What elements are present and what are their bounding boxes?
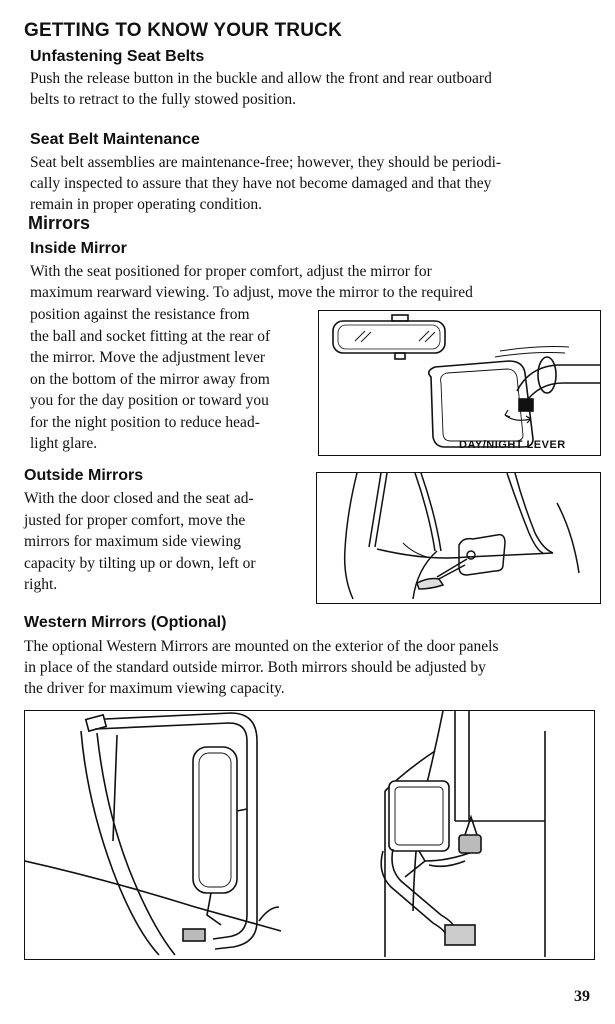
text-line: justed for proper comfort, move the	[24, 511, 246, 529]
text-line: for the night position to reduce head-	[30, 413, 260, 431]
text-line: With the door closed and the seat ad-	[24, 490, 254, 507]
text-line: position against the resistance from	[30, 306, 250, 323]
western-mirrors-figure	[24, 710, 595, 960]
section-title-unfastening: Unfastening Seat Belts	[30, 48, 205, 65]
western-mirror-illustration	[25, 711, 594, 959]
outside-mirror-illustration	[317, 473, 600, 603]
text-line: cally inspected to assure that they have not become damaged and that they	[30, 175, 492, 192]
text-line: belts to retract to the fully stowed position.	[30, 91, 297, 108]
inside-mirror-paragraph-full	[30, 261, 473, 303]
inside-mirror-figure	[318, 310, 601, 456]
text-line: With the seat positioned for proper comfort, adjust the mirror for	[30, 263, 432, 280]
text-line: Push the release button in the buckle and allow the front and rear outboard	[30, 70, 492, 87]
text-line: light glare.	[30, 435, 98, 452]
subsection-title-inside-mirror: Inside Mirror	[30, 240, 127, 257]
section-title-mirrors: Mirrors	[28, 213, 91, 233]
text-line: the driver for maximum viewing capacity.	[24, 680, 285, 697]
text-line: maximum rearward viewing. To adjust, move the mirror to the required	[30, 284, 473, 301]
outside-mirrors-paragraph	[24, 488, 256, 596]
text-line: the mirror. Move the adjustment lever	[30, 349, 266, 366]
text-line: in place of the standard outside mirror. Both mirrors should be adjusted by	[24, 659, 486, 676]
text-line: remain in proper operating condition.	[30, 196, 263, 213]
figure-caption-day-night-lever: DAY/NIGHT LEVER	[459, 439, 566, 451]
section-title-maintenance: Seat Belt Maintenance	[30, 131, 200, 148]
subsection-title-western-mirrors: Western Mirrors (Optional)	[24, 614, 227, 631]
text-line: you for the day position or toward you	[30, 392, 269, 409]
outside-mirrors-figure	[316, 472, 601, 604]
inside-mirror-illustration	[319, 311, 600, 455]
text-line: right.	[24, 576, 58, 593]
page-number: 39	[574, 988, 590, 1005]
unfastening-paragraph	[30, 68, 492, 110]
text-line: the ball and socket fitting at the rear of	[30, 327, 271, 345]
text-line: mirrors for maximum side viewing	[24, 533, 241, 550]
text-line: The optional Western Mirrors are mounted on the exterior of the door panels	[24, 638, 499, 655]
western-mirrors-paragraph	[24, 636, 499, 699]
text-line: on the bottom of the mirror away from	[30, 370, 270, 388]
subsection-title-outside-mirrors: Outside Mirrors	[24, 467, 144, 484]
maintenance-paragraph	[30, 152, 501, 215]
page-heading: GETTING TO KNOW YOUR TRUCK	[24, 20, 342, 41]
text-line: capacity by tilting up or down, left or	[24, 554, 256, 572]
text-line: Seat belt assemblies are maintenance-free; however, they should be periodi-	[30, 154, 502, 171]
inside-mirror-paragraph-narrow	[30, 304, 270, 455]
